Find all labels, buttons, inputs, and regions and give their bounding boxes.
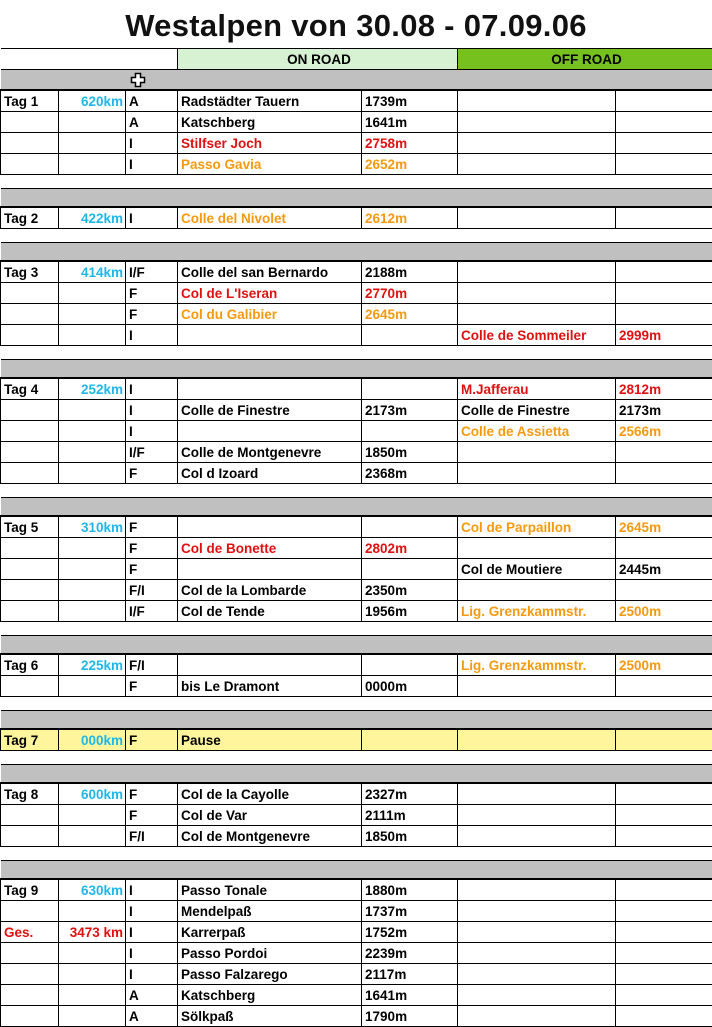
empty-cell [59, 400, 126, 421]
country-code: I [126, 378, 178, 400]
off-road-altitude [616, 805, 712, 826]
on-road-pass: Col de Var [178, 805, 362, 826]
off-road-pass [458, 964, 616, 985]
empty-cell [1, 826, 59, 847]
off-road-pass [458, 805, 616, 826]
table-row [1, 516, 712, 538]
off-road-altitude: 2500m [616, 601, 712, 622]
table-row [1, 601, 712, 622]
country-code: F [126, 676, 178, 697]
table-row [1, 879, 712, 901]
on-road-pass: Col de Tende [178, 601, 362, 622]
on-road-pass: Colle de Finestre [178, 400, 362, 421]
off-road-pass [458, 879, 616, 901]
on-road-pass: Col d Izoard [178, 463, 362, 484]
day-distance: 600km [59, 783, 126, 805]
day-label: Tag 7 [1, 729, 59, 751]
table-row [1, 378, 712, 400]
on-road-altitude: 1752m [362, 922, 458, 943]
day-distance: 000km [59, 729, 126, 751]
on-road-pass: Col du Galibier [178, 304, 362, 325]
empty-cell [1, 943, 59, 964]
off-road-pass: Colle de Finestre [458, 400, 616, 421]
on-road-pass [178, 516, 362, 538]
on-road-altitude: 1850m [362, 826, 458, 847]
country-code: F/I [126, 580, 178, 601]
table-row [1, 654, 712, 676]
empty-cell [1, 463, 59, 484]
off-road-altitude: 2566m [616, 421, 712, 442]
empty-cell [59, 601, 126, 622]
off-road-pass [458, 1006, 616, 1027]
off-road-pass [458, 463, 616, 484]
on-road-altitude: 2770m [362, 283, 458, 304]
country-code: I [126, 154, 178, 175]
off-road-altitude [616, 1006, 712, 1027]
country-code: I [126, 400, 178, 421]
on-road-altitude [362, 559, 458, 580]
country-code: F [126, 805, 178, 826]
on-road-pass [178, 378, 362, 400]
on-road-pass: Mendelpaß [178, 901, 362, 922]
on-road-altitude: 1850m [362, 442, 458, 463]
on-road-altitude: 2652m [362, 154, 458, 175]
on-road-pass: Colle de Montgenevre [178, 442, 362, 463]
off-road-altitude [616, 901, 712, 922]
on-road-pass: Passo Falzarego [178, 964, 362, 985]
day-distance: 310km [59, 516, 126, 538]
country-code: I [126, 901, 178, 922]
country-code: A [126, 90, 178, 112]
table-row [1, 112, 712, 133]
day-distance: 620km [59, 90, 126, 112]
off-road-pass [458, 783, 616, 805]
off-road-pass [458, 580, 616, 601]
off-road-altitude [616, 580, 712, 601]
empty-cell [59, 985, 126, 1006]
empty-cell [1, 400, 59, 421]
table-row [1, 283, 712, 304]
on-road-pass [178, 421, 362, 442]
empty-cell [59, 676, 126, 697]
on-road-pass: Karrerpaß [178, 922, 362, 943]
table-row [1, 676, 712, 697]
empty-cell [59, 559, 126, 580]
off-road-altitude [616, 112, 712, 133]
country-code: A [126, 112, 178, 133]
gap-row [1, 346, 712, 360]
table-row [1, 729, 712, 751]
country-code: A [126, 985, 178, 1006]
empty-cell [1, 676, 59, 697]
empty-cell [59, 580, 126, 601]
table-row [1, 261, 712, 283]
off-road-pass [458, 985, 616, 1006]
empty-cell [59, 304, 126, 325]
on-road-pass: Stilfser Joch [178, 133, 362, 154]
empty-cell [1, 1006, 59, 1027]
cross-icon [130, 72, 146, 88]
on-road-altitude: 2802m [362, 538, 458, 559]
empty-cell [59, 154, 126, 175]
empty-cell [1, 442, 59, 463]
off-road-pass: Lig. Grenzkammstr. [458, 601, 616, 622]
empty-cell [59, 283, 126, 304]
table-row [1, 826, 712, 847]
table-row [1, 538, 712, 559]
on-road-altitude: 2173m [362, 400, 458, 421]
empty-cell [59, 901, 126, 922]
empty-cell [1, 154, 59, 175]
empty-cell [59, 826, 126, 847]
off-road-pass: Colle de Sommeiler [458, 325, 616, 346]
off-road-pass: Col de Parpaillon [458, 516, 616, 538]
empty-cell [1, 805, 59, 826]
gap-row [1, 622, 712, 636]
on-road-pass: Passo Gavia [178, 154, 362, 175]
off-road-altitude: 2812m [616, 378, 712, 400]
on-road-altitude: 2239m [362, 943, 458, 964]
table-row [1, 442, 712, 463]
country-code: A [126, 1006, 178, 1027]
table-row [1, 421, 712, 442]
off-road-pass [458, 112, 616, 133]
empty-cell [1, 985, 59, 1006]
off-road-altitude [616, 283, 712, 304]
off-road-altitude [616, 964, 712, 985]
page-title: Westalpen von 30.08 - 07.09.06 [0, 6, 712, 46]
off-road-altitude: 2173m [616, 400, 712, 421]
empty-cell [59, 325, 126, 346]
country-code: I [126, 133, 178, 154]
separator-row [1, 711, 712, 730]
separator-row [1, 189, 712, 208]
off-road-altitude [616, 133, 712, 154]
table-row [1, 922, 712, 943]
table-row [1, 985, 712, 1006]
off-road-pass: Col de Moutiere [458, 559, 616, 580]
empty-cell [59, 964, 126, 985]
empty-cell [59, 463, 126, 484]
on-road-altitude: 2327m [362, 783, 458, 805]
on-road-pass: Passo Tonale [178, 879, 362, 901]
gap-row [1, 175, 712, 189]
separator-row [1, 70, 712, 91]
gap-row [1, 697, 712, 711]
header-blank [1, 49, 178, 70]
off-road-altitude: 2445m [616, 559, 712, 580]
day-label: Tag 1 [1, 90, 59, 112]
empty-cell [59, 1006, 126, 1027]
on-road-pass: Sölkpaß [178, 1006, 362, 1027]
empty-cell [59, 112, 126, 133]
off-road-pass: Colle de Assietta [458, 421, 616, 442]
off-road-altitude: 2645m [616, 516, 712, 538]
off-road-header: OFF ROAD [458, 49, 712, 70]
empty-cell [59, 421, 126, 442]
off-road-pass [458, 90, 616, 112]
empty-cell [1, 283, 59, 304]
country-code: I/F [126, 601, 178, 622]
table-row [1, 463, 712, 484]
on-road-altitude: 1737m [362, 901, 458, 922]
table-row [1, 325, 712, 346]
country-code: F [126, 559, 178, 580]
empty-cell [1, 325, 59, 346]
empty-cell [1, 901, 59, 922]
off-road-altitude [616, 826, 712, 847]
off-road-altitude [616, 304, 712, 325]
off-road-altitude [616, 922, 712, 943]
off-road-pass [458, 729, 616, 751]
day-distance: 252km [59, 378, 126, 400]
empty-cell [59, 805, 126, 826]
on-road-pass: Katschberg [178, 112, 362, 133]
off-road-altitude [616, 442, 712, 463]
total-label: Ges. [1, 922, 59, 943]
off-road-altitude [616, 261, 712, 283]
country-code: F [126, 783, 178, 805]
table-row [1, 805, 712, 826]
empty-cell [59, 133, 126, 154]
table-row [1, 783, 712, 805]
on-road-pass [178, 325, 362, 346]
day-distance: 225km [59, 654, 126, 676]
on-road-pass: Colle del Nivolet [178, 207, 362, 229]
off-road-altitude [616, 943, 712, 964]
country-code: I [126, 207, 178, 229]
country-code: F [126, 538, 178, 559]
on-road-pass: Pause [178, 729, 362, 751]
off-road-altitude [616, 879, 712, 901]
off-road-pass [458, 538, 616, 559]
on-road-altitude: 2117m [362, 964, 458, 985]
off-road-altitude [616, 154, 712, 175]
separator-row [1, 861, 712, 880]
table-row [1, 901, 712, 922]
country-code: F [126, 729, 178, 751]
country-code: I [126, 421, 178, 442]
day-label: Tag 5 [1, 516, 59, 538]
off-road-altitude [616, 538, 712, 559]
off-road-altitude [616, 729, 712, 751]
off-road-altitude [616, 783, 712, 805]
off-road-pass [458, 922, 616, 943]
country-code: I [126, 879, 178, 901]
off-road-pass: M.Jafferau [458, 378, 616, 400]
on-road-pass: Col de la Lombarde [178, 580, 362, 601]
on-road-header: ON ROAD [178, 49, 458, 70]
off-road-altitude: 2500m [616, 654, 712, 676]
empty-cell [1, 304, 59, 325]
on-road-altitude: 1880m [362, 879, 458, 901]
on-road-pass: Colle del san Bernardo [178, 261, 362, 283]
separator-row [1, 498, 712, 517]
empty-cell [1, 559, 59, 580]
country-code: I/F [126, 442, 178, 463]
table-row [1, 559, 712, 580]
on-road-altitude [362, 516, 458, 538]
on-road-altitude: 2188m [362, 261, 458, 283]
table-row [1, 154, 712, 175]
off-road-pass [458, 901, 616, 922]
empty-cell [1, 964, 59, 985]
on-road-altitude: 2368m [362, 463, 458, 484]
empty-cell [1, 601, 59, 622]
off-road-altitude [616, 463, 712, 484]
empty-cell [1, 580, 59, 601]
table-row [1, 133, 712, 154]
separator-row [1, 243, 712, 262]
on-road-altitude [362, 325, 458, 346]
off-road-pass [458, 154, 616, 175]
empty-cell [1, 133, 59, 154]
table-row [1, 580, 712, 601]
on-road-altitude: 2350m [362, 580, 458, 601]
empty-cell [59, 943, 126, 964]
on-road-altitude: 0000m [362, 676, 458, 697]
empty-cell [1, 421, 59, 442]
day-distance: 422km [59, 207, 126, 229]
route-table [0, 48, 712, 1027]
off-road-pass [458, 442, 616, 463]
on-road-pass [178, 654, 362, 676]
on-road-altitude: 1790m [362, 1006, 458, 1027]
table-row [1, 90, 712, 112]
empty-cell [59, 442, 126, 463]
off-road-pass: Lig. Grenzkammstr. [458, 654, 616, 676]
on-road-pass: Passo Pordoi [178, 943, 362, 964]
on-road-altitude: 1641m [362, 985, 458, 1006]
off-road-altitude [616, 207, 712, 229]
off-road-pass [458, 826, 616, 847]
empty-cell [1, 112, 59, 133]
gap-row [1, 751, 712, 765]
on-road-pass: bis Le Dramont [178, 676, 362, 697]
on-road-pass: Col de L'Iseran [178, 283, 362, 304]
off-road-pass [458, 283, 616, 304]
on-road-pass: Col de Montgenevre [178, 826, 362, 847]
table-row [1, 943, 712, 964]
on-road-altitude: 1641m [362, 112, 458, 133]
table-row [1, 207, 712, 229]
separator-row [1, 360, 712, 379]
country-code: I [126, 943, 178, 964]
empty-cell [59, 538, 126, 559]
off-road-altitude [616, 676, 712, 697]
day-distance: 630km [59, 879, 126, 901]
on-road-altitude: 2111m [362, 805, 458, 826]
day-label: Tag 6 [1, 654, 59, 676]
off-road-altitude: 2999m [616, 325, 712, 346]
on-road-pass: Katschberg [178, 985, 362, 1006]
country-code: F/I [126, 654, 178, 676]
on-road-pass: Radstädter Tauern [178, 90, 362, 112]
day-label: Tag 9 [1, 879, 59, 901]
country-code: I [126, 964, 178, 985]
off-road-altitude [616, 90, 712, 112]
day-label: Tag 3 [1, 261, 59, 283]
on-road-altitude: 2758m [362, 133, 458, 154]
day-distance: 414km [59, 261, 126, 283]
on-road-altitude: 1739m [362, 90, 458, 112]
gap-row [1, 229, 712, 243]
table-row [1, 304, 712, 325]
on-road-altitude [362, 729, 458, 751]
country-code: F [126, 304, 178, 325]
on-road-altitude [362, 654, 458, 676]
separator-row [1, 765, 712, 784]
country-code: I [126, 922, 178, 943]
on-road-pass [178, 559, 362, 580]
day-label: Tag 4 [1, 378, 59, 400]
country-code: I/F [126, 261, 178, 283]
on-road-pass: Col de Bonette [178, 538, 362, 559]
table-row [1, 1006, 712, 1027]
on-road-altitude: 2612m [362, 207, 458, 229]
table-row [1, 400, 712, 421]
off-road-pass [458, 676, 616, 697]
day-label: Tag 8 [1, 783, 59, 805]
table-row [1, 964, 712, 985]
country-code: F/I [126, 826, 178, 847]
separator-row [1, 636, 712, 655]
empty-cell [1, 538, 59, 559]
on-road-altitude: 2645m [362, 304, 458, 325]
off-road-pass [458, 261, 616, 283]
on-road-altitude: 1956m [362, 601, 458, 622]
off-road-pass [458, 943, 616, 964]
country-code: I [126, 325, 178, 346]
total-distance: 3473 km [59, 922, 126, 943]
off-road-pass [458, 133, 616, 154]
country-code: F [126, 516, 178, 538]
on-road-pass: Col de la Cayolle [178, 783, 362, 805]
off-road-pass [458, 304, 616, 325]
country-code: F [126, 463, 178, 484]
on-road-altitude [362, 421, 458, 442]
on-road-altitude [362, 378, 458, 400]
day-label: Tag 2 [1, 207, 59, 229]
off-road-altitude [616, 985, 712, 1006]
gap-row [1, 847, 712, 861]
off-road-pass [458, 207, 616, 229]
gap-row [1, 484, 712, 498]
country-code: F [126, 283, 178, 304]
